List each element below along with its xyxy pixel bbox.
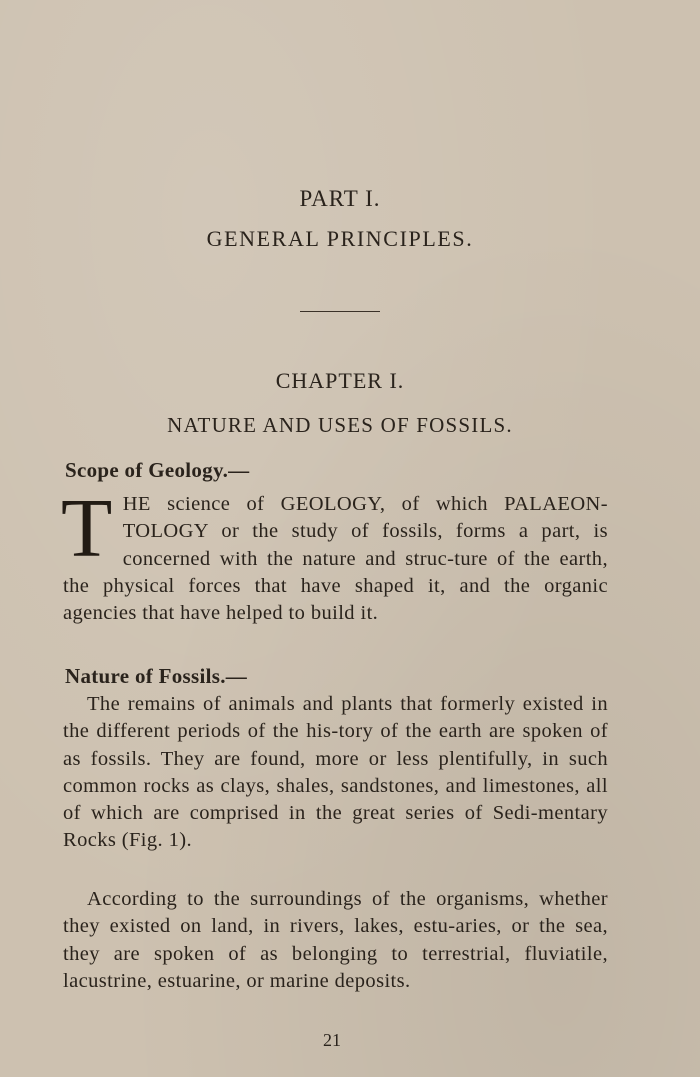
section-heading-scope: Scope of Geology.— [65, 458, 250, 482]
drop-cap: T [61, 482, 113, 575]
section-heading-nature: Nature of Fossils.— [65, 664, 248, 688]
paragraph-text: HE science of GEOLOGY, of which PALAEON-TOLOGY or the study of fossils, forms a part, is concerned with the nature and struc-ture of the earth, the physical forces that have shaped it, and the organic agencies that have helped to build it. [63, 493, 608, 625]
page-number: 21 [323, 1030, 341, 1050]
part-subtitle: GENERAL PRINCIPLES. [206, 226, 474, 251]
chapter-subtitle: NATURE AND USES OF FOSSILS. [167, 413, 513, 437]
paragraph-nature-2: According to the surroundings of the organisms, whether they existed on land, in rivers, lakes, estu-aries, or the sea, they are spoken of as belonging to terrestrial, fluviatile, lacustrine, estuarine, or marine deposits. [63, 888, 608, 992]
section-divider [300, 311, 380, 312]
part-title: PART I. [299, 186, 381, 211]
paragraph-scope [61, 482, 608, 627]
paragraph-nature-1: The remains of animals and plants that formerly existed in the different periods of the his-tory of the earth are spoken of as fossils. They are found, more or less plentifully, in such common rocks as clays, shales, sandstones, and limestones, all of which are comprised in the great series of Sedi-mentary Rocks (Fig. 1). [63, 693, 608, 852]
chapter-title: CHAPTER I. [275, 368, 405, 393]
